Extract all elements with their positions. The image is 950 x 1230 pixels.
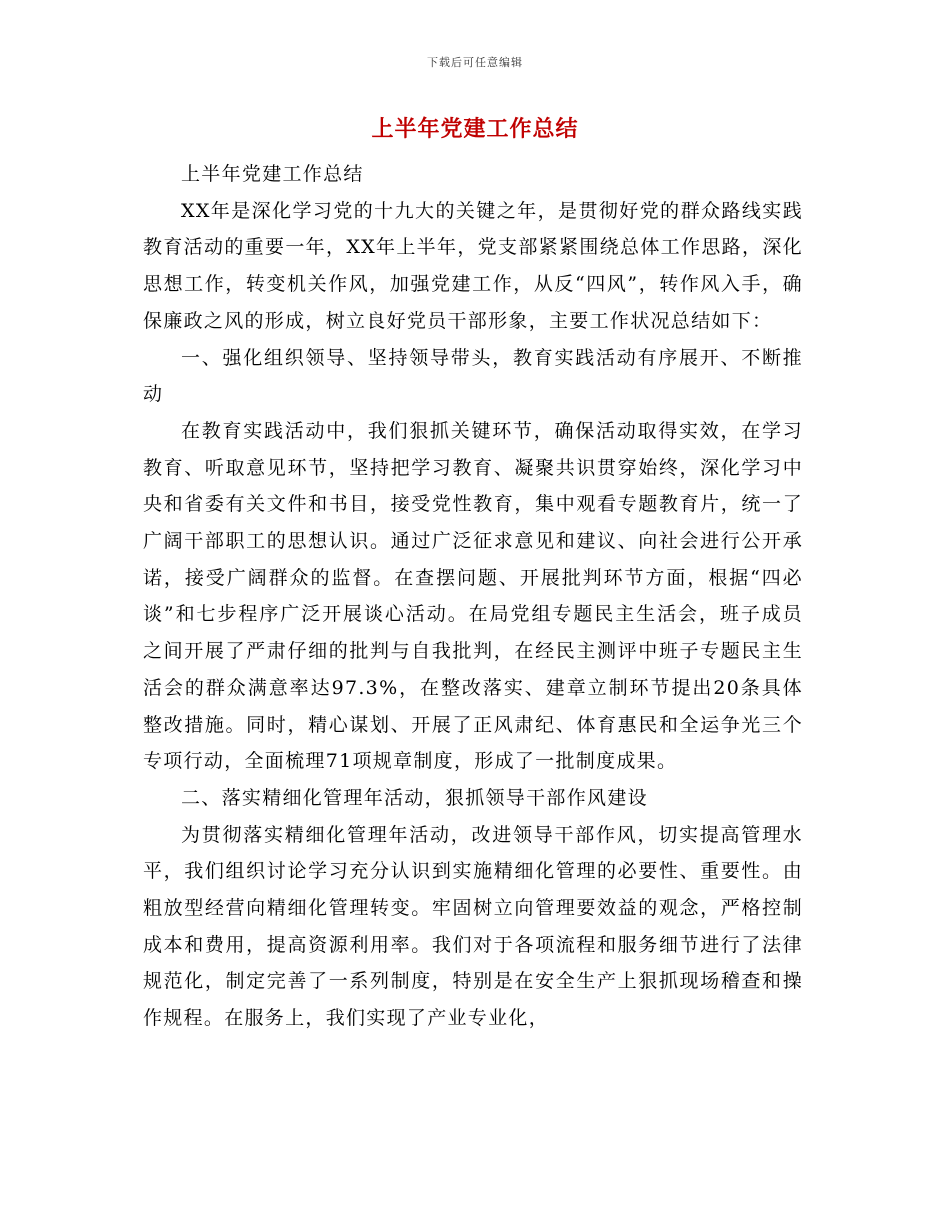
header-note: 下载后可任意编辑 — [427, 56, 523, 69]
paragraph-section-2: 为贯彻落实精细化管理年活动，改进领导干部作风，切实提高管理水平，我们组织讨论学习充分认识到实施精细化管理的必要性、重要性。由粗放型经营向精细化管理转变。牢固树立向管理要效益的观念，严格控制成本和费用，提高资源利用率。我们对于各项流程和服务细节进行了法律规范化，制定完善了一系列制度，特别是在安全生产上狠抓现场稽查和操作规程。在服务上，我们实现了产业专业化， — [143, 823, 803, 1030]
paragraph-section-1: 在教育实践活动中，我们狠抓关键环节，确保活动取得实效，在学习教育、听取意见环节，坚持把学习教育、凝聚共识贯穿始终，深化学习中央和省委有关文件和书目，接受党性教育，集中观看专题教育片，统一了广阔干部职工的思想认识。通过广泛征求意见和建议、向社会进行公开承诺，接受广阔群众的监督。在查摆问题、开展批判环节方面，根据“四必谈”和七步程序广泛开展谈心活动。在局党组专题民主生活会，班子成员之间开展了严肃仔细的批判与自我批判，在经民主测评中班子专题民主生活会的群众满意率达97.3%，在整改落实、建章立制环节提出20条具体整改措施。同时，精心谋划、开展了正风肃纪、体育惠民和全运争光三个专项行动，全面梳理71项规章制度，形成了一批制度成果。 — [143, 419, 803, 773]
paragraph-intro: XX年是深化学习党的十九大的关键之年，是贯彻好党的群众路线实践教育活动的重要一年，XX年上半年，党支部紧紧围绕总体工作思路，深化思想工作，转变机关作风，加强党建工作，从反“四风”，转作风入手，确保廉政之风的形成，树立良好党员干部形象，主要工作状况总结如下： — [143, 199, 803, 332]
section-heading-2: 二、落实精细化管理年活动，狠抓领导干部作风建设 — [181, 786, 648, 809]
paragraph-subtitle: 上半年党建工作总结 — [181, 163, 364, 185]
document-body — [143, 156, 803, 1037]
document-title: 上半年党建工作总结 — [371, 117, 579, 142]
section-heading-1: 一、强化组织领导、坚持领导带头，教育实践活动有序展开、不断推动 — [143, 346, 803, 406]
